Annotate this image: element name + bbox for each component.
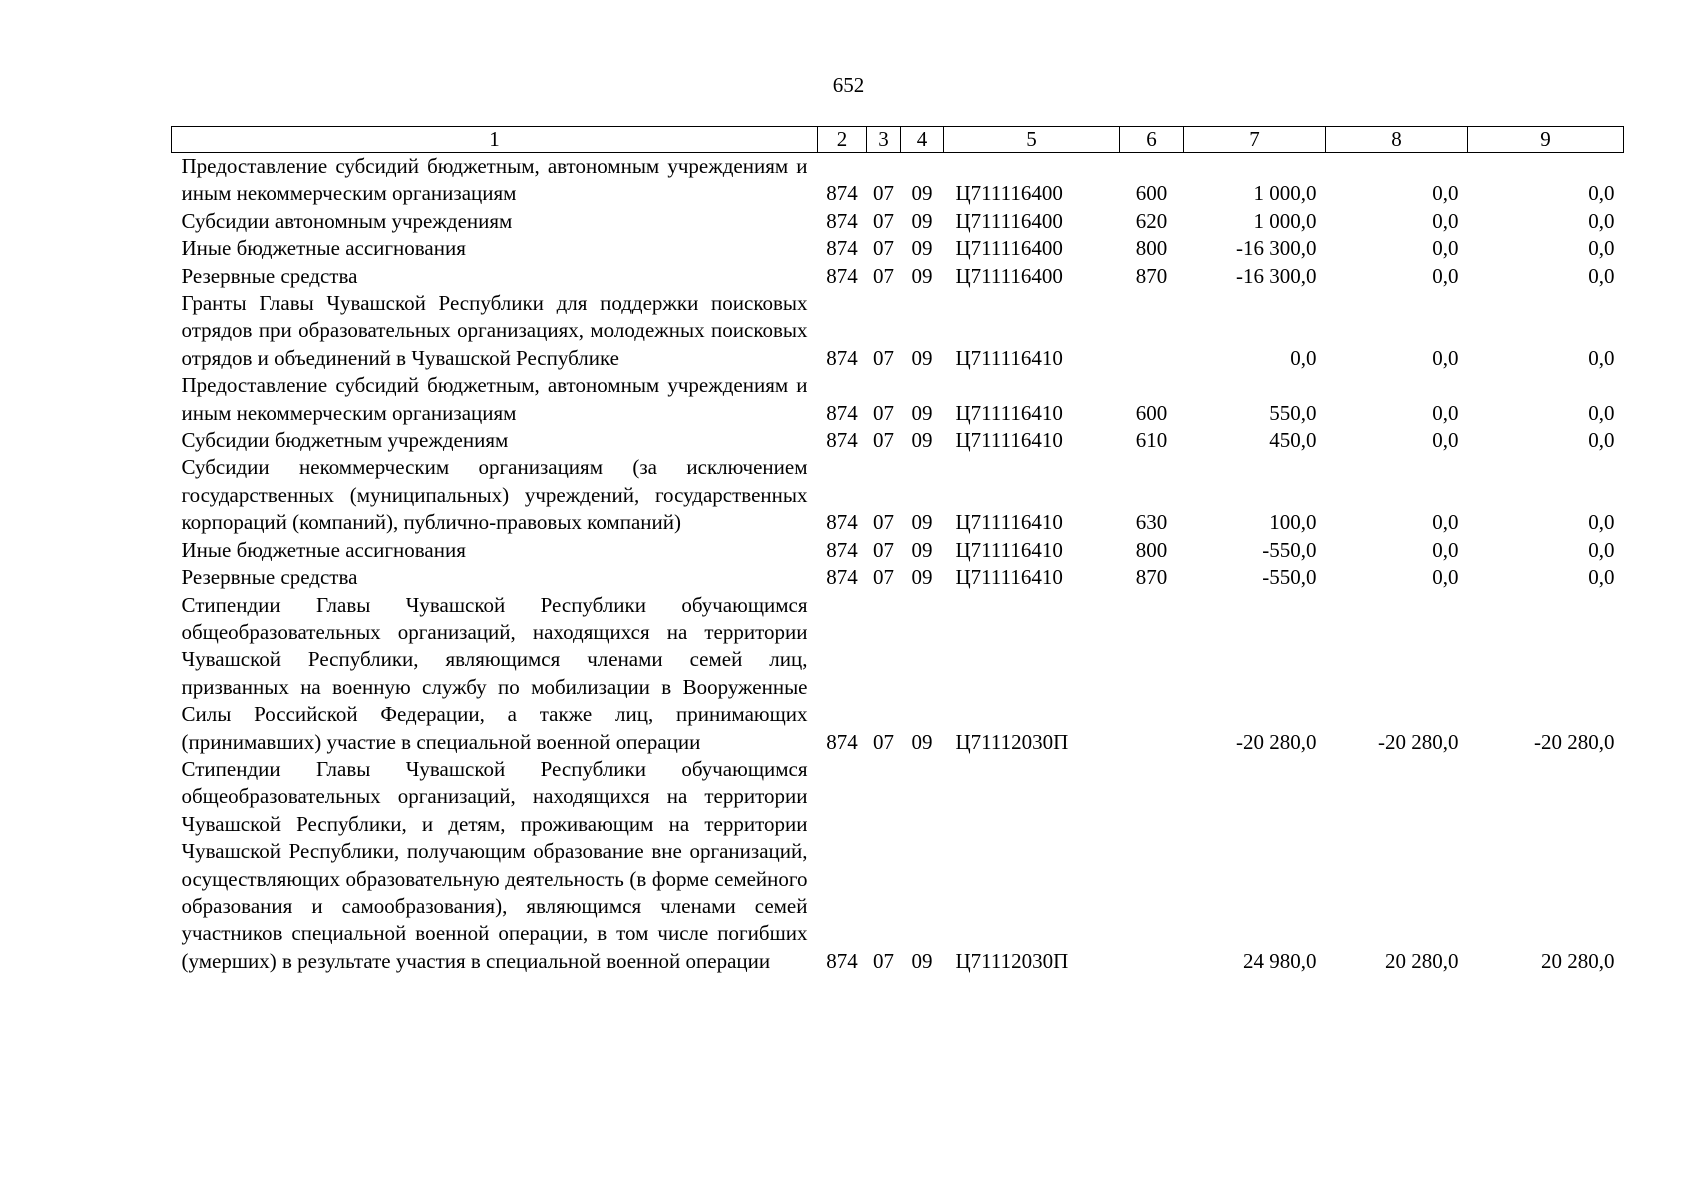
amount-cell: 0,0 [1588, 510, 1615, 535]
header-cell-6: 6 [1120, 127, 1184, 153]
section-cell: 07 [873, 400, 894, 425]
amount-cell: 0,0 [1432, 208, 1459, 233]
description-cell: Иные бюджетные ассигнования [181, 537, 466, 562]
code-cell: 874 [826, 510, 858, 535]
amount-cell: 0,0 [1432, 345, 1459, 370]
target-article-cell: Ц71112030П [955, 948, 1069, 973]
subsection-cell: 09 [911, 510, 933, 535]
table-row [172, 427, 1624, 454]
description-cell: Субсидии некоммерческим организациям (за исключением государственных (муниципальных) учреждений, государственных корпораций (компаний), публично-правовых компаний) [181, 455, 808, 535]
header-row [172, 127, 1624, 153]
expense-type-cell: 620 [1135, 208, 1168, 233]
amount-cell: -550,0 [1262, 537, 1317, 562]
amount-cell: 0,0 [1588, 345, 1615, 370]
target-article-cell: Ц711116410 [955, 428, 1063, 453]
amount-cell: 550,0 [1269, 400, 1317, 425]
expense-type-cell [1120, 592, 1184, 756]
section-cell: 07 [873, 208, 894, 233]
amount-cell: 0,0 [1432, 537, 1459, 562]
expense-type-cell [1120, 756, 1184, 975]
amount-cell: 1 000,0 [1253, 181, 1317, 206]
description-cell: Предоставление субсидий бюджетным, автономным учреждениям и иным некоммерческим организациям [181, 154, 808, 206]
description-cell: Предоставление субсидий бюджетным, автономным учреждениям и иным некоммерческим организациям [181, 373, 808, 425]
description-cell: Стипендии Главы Чувашской Республики обучающимся общеобразовательных организаций, находящихся на территории Чувашской Республики, являющимся членами семей лиц, призванных на военную службу по мобилизации в Вооруженные Силы Российской Федерации, а также лиц, принимающих (принимавших) участие в специальной военной операции [181, 592, 808, 754]
description-cell: Иные бюджетные ассигнования [181, 236, 466, 261]
description-cell: Субсидии бюджетным учреждениям [181, 428, 509, 453]
subsection-cell: 09 [911, 181, 933, 206]
expense-type-cell: 800 [1135, 236, 1168, 261]
amount-cell: 0,0 [1588, 236, 1615, 261]
table-row [172, 454, 1624, 536]
expense-type-cell: 600 [1135, 400, 1168, 425]
section-cell: 07 [873, 181, 894, 206]
section-cell: 07 [873, 510, 894, 535]
amount-cell: 20 280,0 [1541, 948, 1615, 973]
table-row [172, 592, 1624, 756]
description-cell: Резервные средства [181, 263, 358, 288]
amount-cell: -20 280,0 [1378, 729, 1459, 754]
amount-cell: -20 280,0 [1534, 729, 1615, 754]
expense-type-cell: 800 [1135, 537, 1168, 562]
table-row [172, 208, 1624, 235]
section-cell: 07 [873, 565, 894, 590]
expense-type-cell: 870 [1135, 263, 1168, 288]
header-cell-1: 1 [172, 127, 818, 153]
amount-cell: 0,0 [1290, 345, 1317, 370]
amount-cell: -550,0 [1262, 565, 1317, 590]
code-cell: 874 [826, 263, 858, 288]
section-cell: 07 [873, 729, 894, 754]
amount-cell: 0,0 [1588, 400, 1615, 425]
page-number: 652 [832, 73, 865, 97]
target-article-cell: Ц711116410 [955, 345, 1063, 370]
subsection-cell: 09 [911, 208, 933, 233]
amount-cell: 0,0 [1588, 208, 1615, 233]
description-cell: Стипендии Главы Чувашской Республики обучающимся общеобразовательных организаций, находящихся на территории Чувашской Республики, и детям, проживающим на территории Чувашской Республики, получающим образование вне организаций, осуществляющих образовательную деятельность (в форме семейного образования и самообразования), являющимся членами семей участников специальной военной операции, в том числе погибших (умерших) в результате участия в специальной военной операции [181, 756, 808, 973]
target-article-cell: Ц711116410 [955, 400, 1063, 425]
subsection-cell: 09 [911, 565, 933, 590]
amount-cell: 0,0 [1432, 428, 1459, 453]
header-cell-2: 2 [818, 127, 867, 153]
code-cell: 874 [826, 208, 858, 233]
expense-type-cell [1120, 290, 1184, 372]
table-row [172, 235, 1624, 262]
table-row [172, 756, 1624, 975]
section-cell: 07 [873, 537, 894, 562]
table-row [172, 290, 1624, 372]
target-article-cell: Ц711116410 [955, 565, 1063, 590]
subsection-cell: 09 [911, 948, 933, 973]
target-article-cell: Ц711116410 [955, 510, 1063, 535]
target-article-cell: Ц711116400 [955, 236, 1063, 261]
amount-cell: 0,0 [1432, 236, 1459, 261]
section-cell: 07 [873, 948, 894, 973]
budget-table [171, 126, 1624, 975]
amount-cell: 0,0 [1432, 263, 1459, 288]
amount-cell: -16 300,0 [1236, 236, 1317, 261]
expense-type-cell: 630 [1135, 510, 1168, 535]
amount-cell: -16 300,0 [1236, 263, 1317, 288]
target-article-cell: Ц711116400 [955, 181, 1063, 206]
description-cell: Субсидии автономным учреждениям [181, 208, 513, 233]
expense-type-cell: 610 [1135, 428, 1168, 453]
table-row [172, 537, 1624, 564]
code-cell: 874 [826, 565, 858, 590]
table-row [172, 153, 1624, 208]
amount-cell: -20 280,0 [1236, 729, 1317, 754]
amount-cell: 0,0 [1588, 537, 1615, 562]
code-cell: 874 [826, 236, 858, 261]
header-cell-7: 7 [1184, 127, 1326, 153]
expense-type-cell: 600 [1135, 181, 1168, 206]
section-cell: 07 [873, 263, 894, 288]
amount-cell: 0,0 [1432, 400, 1459, 425]
subsection-cell: 09 [911, 729, 933, 754]
amount-cell: 100,0 [1269, 510, 1317, 535]
code-cell: 874 [826, 537, 858, 562]
header-cell-4: 4 [901, 127, 944, 153]
description-cell: Резервные средства [181, 565, 358, 590]
code-cell: 874 [826, 400, 858, 425]
amount-cell: 0,0 [1588, 263, 1615, 288]
header-cell-5: 5 [944, 127, 1120, 153]
target-article-cell: Ц71112030П [955, 729, 1069, 754]
subsection-cell: 09 [911, 236, 933, 261]
section-cell: 07 [873, 428, 894, 453]
code-cell: 874 [826, 181, 858, 206]
header-cell-9: 9 [1468, 127, 1624, 153]
code-cell: 874 [826, 729, 858, 754]
amount-cell: 0,0 [1432, 565, 1459, 590]
amount-cell: 24 980,0 [1243, 948, 1317, 973]
amount-cell: 20 280,0 [1385, 948, 1459, 973]
subsection-cell: 09 [911, 537, 933, 562]
amount-cell: 0,0 [1588, 181, 1615, 206]
table-row [172, 263, 1624, 290]
target-article-cell: Ц711116400 [955, 263, 1063, 288]
amount-cell: 0,0 [1588, 565, 1615, 590]
subsection-cell: 09 [911, 400, 933, 425]
code-cell: 874 [826, 428, 858, 453]
subsection-cell: 09 [911, 263, 933, 288]
amount-cell: 0,0 [1432, 181, 1459, 206]
table-header [172, 127, 1624, 153]
header-cell-3: 3 [867, 127, 901, 153]
amount-cell: 0,0 [1432, 510, 1459, 535]
section-cell: 07 [873, 236, 894, 261]
table-row [172, 372, 1624, 427]
subsection-cell: 09 [911, 428, 933, 453]
target-article-cell: Ц711116410 [955, 537, 1063, 562]
amount-cell: 1 000,0 [1253, 208, 1317, 233]
target-article-cell: Ц711116400 [955, 208, 1063, 233]
table-row [172, 564, 1624, 591]
header-cell-8: 8 [1326, 127, 1468, 153]
amount-cell: 450,0 [1269, 428, 1317, 453]
expense-type-cell: 870 [1135, 565, 1168, 590]
subsection-cell: 09 [911, 345, 933, 370]
amount-cell: 0,0 [1588, 428, 1615, 453]
description-cell: Гранты Главы Чувашской Республики для поддержки поисковых отрядов при образовательных организациях, молодежных поисковых отрядов и объединений в Чувашской Республике [181, 291, 808, 370]
table-body [172, 153, 1624, 976]
code-cell: 874 [826, 345, 858, 370]
section-cell: 07 [873, 345, 894, 370]
code-cell: 874 [826, 948, 858, 973]
